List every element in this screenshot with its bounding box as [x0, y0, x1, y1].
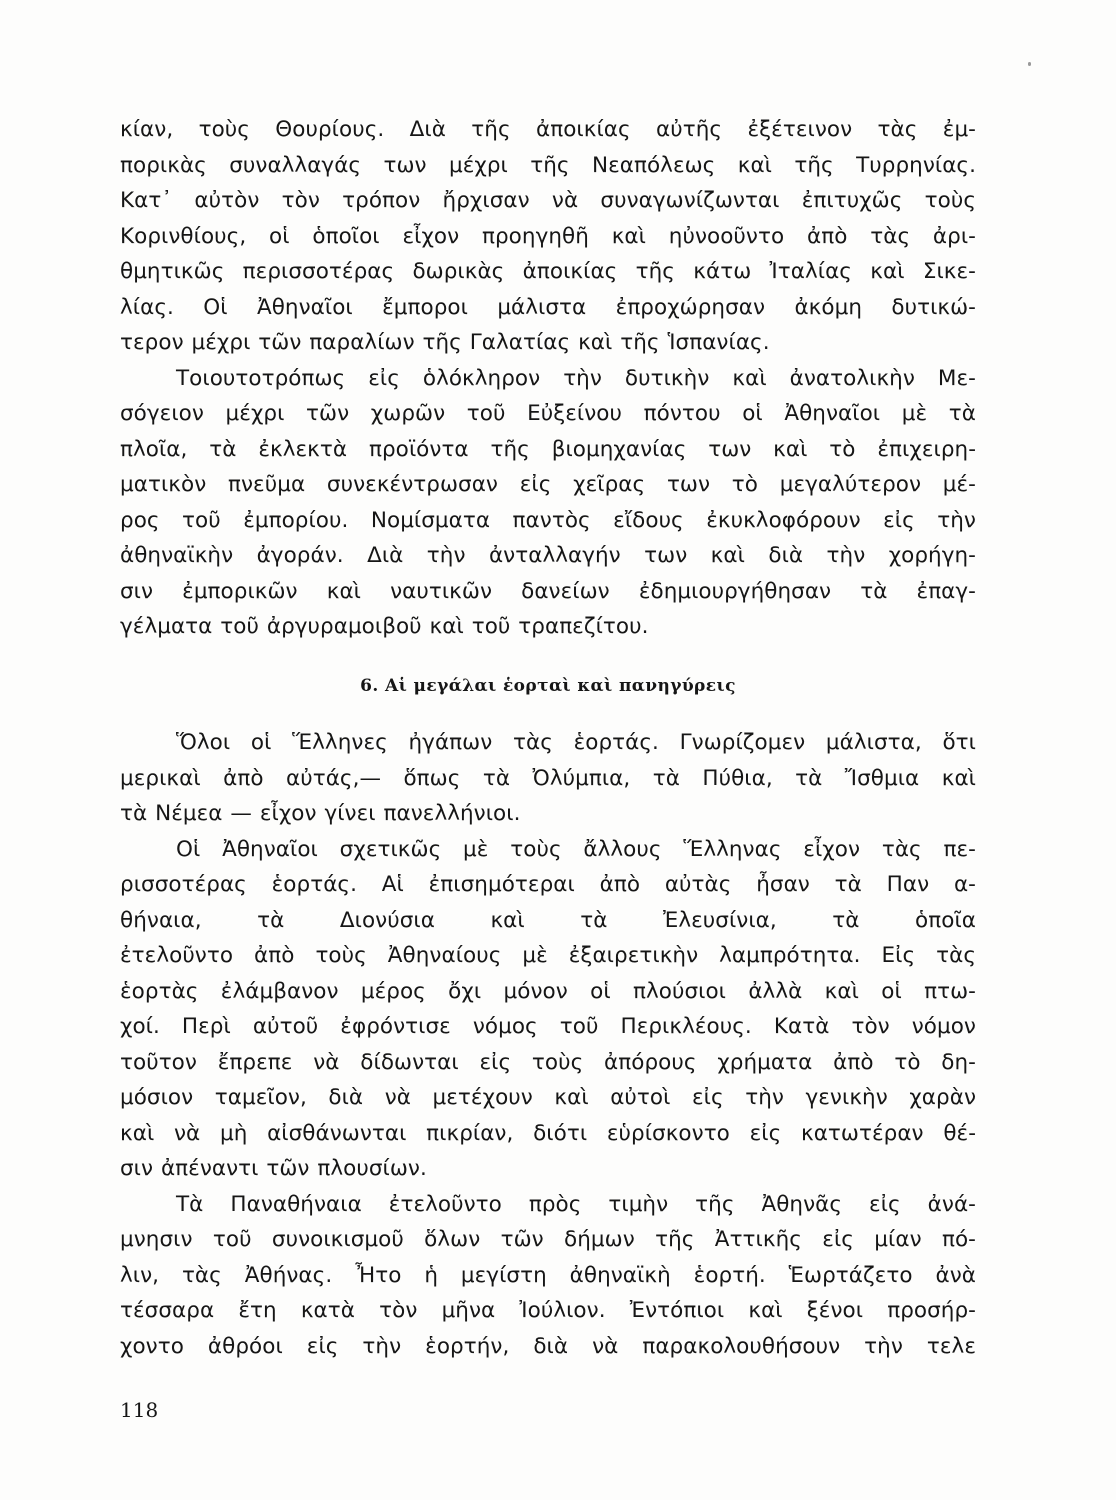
text-line: μόσιον ταμεῖον, διὰ νὰ μετέχουν καὶ αὐτοὶ εἰς τὴν γενικὴν χαρὰν	[120, 1085, 976, 1110]
text-line: τέσσαρα ἔτη κατὰ τὸν μῆνα Ἰούλιον. Ἐντόπιοι καὶ ξένοι προσήρ-	[120, 1298, 976, 1323]
text-line: σιν ἐμπορικῶν καὶ ναυτικῶν δανείων ἐδημιουργήθησαν τὰ ἐπαγ-	[120, 578, 976, 604]
text-line: λιν, τὰς Ἀθήνας. Ἦτο ἡ μεγίστη ἀθηναϊκὴ ἑορτή. Ἑωρτάζετο ἀνὰ	[120, 1262, 976, 1288]
text-line: μνησιν τοῦ συνοικισμοῦ ὅλων τῶν δήμων τῆς Ἀττικῆς εἰς μίαν πό-	[120, 1227, 976, 1252]
text-line: πλοῖα, τὰ ἐκλεκτὰ προϊόντα τῆς βιομηχανίας των καὶ τὸ ἐπιχειρη-	[120, 436, 976, 462]
page-number: 118	[120, 1398, 159, 1422]
text-line: ματικὸν πνεῦμα συνεκέντρωσαν εἰς χεῖρας των τὸ μεγαλύτερον μέ-	[120, 472, 976, 497]
text-line: Τὰ Παναθήναια ἐτελοῦντο πρὸς τιμὴν τῆς Ἀθηνᾶς εἰς ἀνά-	[176, 1191, 976, 1217]
text-line: θμητικῶς περισσοτέρας δωρικὰς ἀποικίας τῆς κάτω Ἰταλίας καὶ Σικε-	[120, 259, 976, 284]
text-line: χοντο ἀθρόοι εἰς τὴν ἑορτήν, διὰ νὰ παρακολουθήσουν τὴν τελε	[120, 1333, 976, 1359]
section-heading: 6. Αἱ μεγάλαι ἑορταὶ καὶ πανηγύρεις	[360, 676, 736, 696]
text-block-bottom	[120, 725, 976, 1364]
text-line: Κατ᾽ αὐτὸν τὸν τρόπον ἤρχισαν νὰ συναγωνίζωνται ἐπιτυχῶς τοὺς	[120, 188, 976, 213]
text-line: τερον μέχρι τῶν παραλίων τῆς Γαλατίας καὶ τῆς Ἱσπανίας.	[120, 330, 770, 355]
text-line: γέλματα τοῦ ἀργυραμοιβοῦ καὶ τοῦ τραπεζίτου.	[120, 614, 649, 639]
text-line: Οἱ Ἀθηναῖοι σχετικῶς μὲ τοὺς ἄλλους Ἕλληνας εἶχον τὰς πε-	[176, 836, 976, 862]
text-line: ἀθηναϊκὴν ἀγοράν. Διὰ τὴν ἀνταλλαγήν των καὶ διὰ τὴν χορήγη-	[120, 543, 976, 568]
paper-speck	[1028, 62, 1031, 66]
text-line: ρισσοτέρας ἑορτάς. Αἱ ἐπισημότεραι ἀπὸ αὐτὰς ἦσαν τὰ Παν α-	[120, 872, 976, 897]
text-line: Τοιουτοτρόπως εἰς ὁλόκληρον τὴν δυτικὴν καὶ ἀνατολικὴν Με-	[176, 365, 976, 391]
text-line: ρος τοῦ ἐμπορίου. Νομίσματα παντὸς εἴδους ἐκυκλοφόρουν εἰς τὴν	[120, 507, 976, 533]
text-line: τοῦτον ἔπρεπε νὰ δίδωνται εἰς τοὺς ἀπόρους χρήματα ἀπὸ τὸ δη-	[120, 1049, 976, 1075]
text-line: πορικὰς συναλλαγάς των μέχρι τῆς Νεαπόλεως καὶ τῆς Τυρρηνίας.	[120, 152, 976, 178]
text-line: μερικαὶ ἀπὸ αὐτάς,— ὅπως τὰ Ὀλύμπια, τὰ Πύθια, τὰ Ἴσθμια καὶ	[120, 765, 976, 791]
text-block-top	[120, 112, 976, 645]
text-line: χοί. Περὶ αὐτοῦ ἐφρόντισε νόμος τοῦ Περικλέους. Κατὰ τὸν νόμον	[120, 1014, 976, 1039]
text-line: κίαν, τοὺς Θουρίους. Διὰ τῆς ἀποικίας αὐτῆς ἐξέτεινον τὰς ἐμ-	[120, 117, 976, 142]
text-line: σόγειον μέχρι τῶν χωρῶν τοῦ Εὐξείνου πόντου οἱ Ἀθηναῖοι μὲ τὰ	[120, 401, 976, 426]
text-line: τὰ Νέμεα — εἶχον γίνει πανελλήνιοι.	[120, 801, 521, 826]
text-line: Κορινθίους, οἱ ὁποῖοι εἶχον προηγηθῆ καὶ ηὐνοοῦντο ἀπὸ τὰς ἀρι-	[120, 223, 976, 249]
text-line: ἑορτὰς ἐλάμβανον μέρος ὄχι μόνον οἱ πλούσιοι ἀλλὰ καὶ οἱ πτω-	[120, 978, 976, 1004]
text-line: καὶ νὰ μὴ αἰσθάνωνται πικρίαν, διότι εὑρίσκοντο εἰς κατωτέραν θέ-	[120, 1120, 976, 1146]
text-line: σιν ἀπέναντι τῶν πλουσίων.	[120, 1156, 427, 1181]
text-line: θήναια, τὰ Διονύσια καὶ τὰ Ἐλευσίνια, τὰ ὁποῖα	[120, 907, 976, 933]
text-line: ἐτελοῦντο ἀπὸ τοὺς Ἀθηναίους μὲ ἐξαιρετικὴν λαμπρότητα. Εἰς τὰς	[120, 943, 976, 968]
text-line: Ὅλοι οἱ Ἕλληνες ἠγάπων τὰς ἑορτάς. Γνωρίζομεν μάλιστα, ὅτι	[176, 730, 976, 755]
text-line: λίας. Οἱ Ἀθηναῖοι ἔμποροι μάλιστα ἐπροχώρησαν ἀκόμη δυτικώ-	[120, 294, 976, 320]
